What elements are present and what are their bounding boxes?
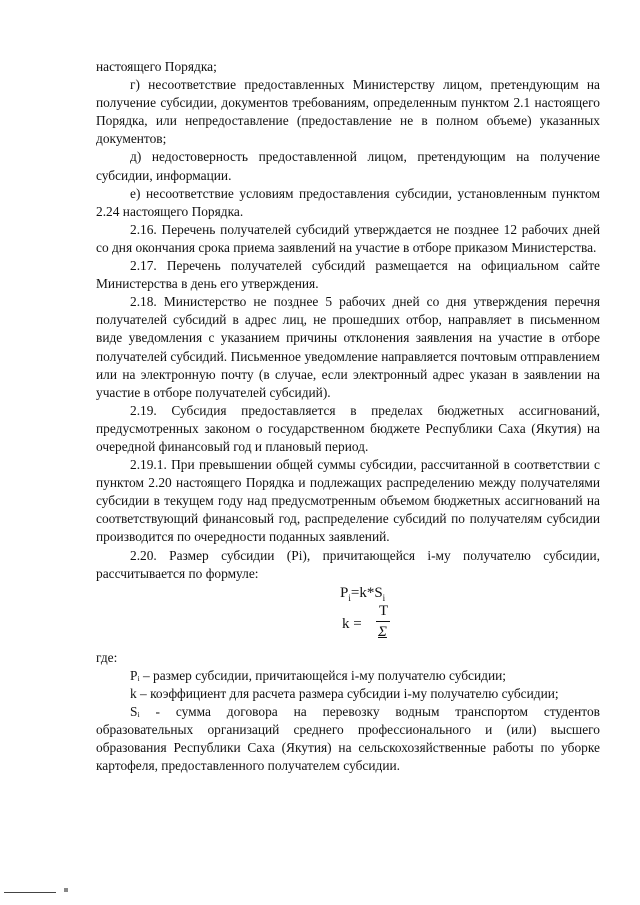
paragraph: г) несоответствие предоставленных Министерству лицом, претендующим на получение субсидии, документов требованиям, определенным пунктом 2.1 настоящего Порядка, или непредоставление (предоставление не в полном объеме) указанных документов; bbox=[96, 77, 600, 147]
formula-s-subscript: i bbox=[382, 592, 386, 603]
formula-p: P bbox=[340, 584, 349, 601]
formula-denominator: Σ bbox=[378, 623, 387, 640]
paragraph: Pᵢ – размер субсидии, причитающейся i-му получателю субсидии; bbox=[130, 667, 507, 683]
formula-k-label: k = bbox=[342, 615, 362, 632]
document-page bbox=[96, 58, 600, 775]
paragraph: 2.20. Размер субсидии (Pi), причитающейся i-му получателю субсидии, рассчитывается по формуле: bbox=[96, 547, 600, 581]
paragraph: 2.18. Министерство не позднее 5 рабочих дней со дня утверждения перечня получателей субсидий в адрес лиц, не прошедших отбор, направляет в письменном виде уведомления с указанием причины отклонения заявления на участие в отборе получателей субсидий. Письменное уведомление направляется почтовым отправлением или на электронную почту (в случае, если электронный адрес указан в заявлении на участие в отборе получателей субсидий). bbox=[96, 294, 600, 400]
formula-p-subscript: i bbox=[348, 592, 351, 603]
footer-mark bbox=[64, 888, 68, 892]
paragraph: Sᵢ - сумма договора на перевозку водным транспортом студентов образовательных организаций среднего профессионального и (или) высшего образования Республики Саха (Якутия) на сельскохозяйственные работы по уборке картофеля, предоставленного получателем субсидии. bbox=[96, 704, 600, 774]
paragraph: е) несоответствие условиям предоставления субсидии, установленным пунктом 2.24 настоящего Порядка. bbox=[96, 185, 600, 219]
paragraph: 2.17. Перечень получателей субсидий размещается на официальном сайте Министерства в день его утверждения. bbox=[96, 258, 600, 292]
paragraph: где: bbox=[96, 649, 118, 665]
paragraph: д) недостоверность предоставленной лицом, претендующим на получение субсидии, информации. bbox=[96, 149, 600, 183]
fraction-bar bbox=[376, 621, 390, 622]
paragraph: 2.16. Перечень получателей субсидий утверждается не позднее 12 рабочих дней со дня окончания срока приема заявлений на участие в отборе приказом Министерства. bbox=[96, 221, 600, 255]
footer-rule bbox=[4, 892, 56, 893]
body-top bbox=[96, 58, 600, 583]
paragraph: k – коэффициент для расчета размера субсидии i-му получателю субсидии; bbox=[130, 685, 559, 701]
paragraph: 2.19.1. При превышении общей суммы субсидии, рассчитанной в соответствии с пунктом 2.20 настоящего Порядка и подлежащих распределению между получателями субсидии в текущем году над предусмотренным объемом бюджетных ассигнований на соответствующий финансовый год, распределение субсидий по получателям субсидии производится по очередности поданных заявлений. bbox=[96, 457, 600, 545]
body-bottom bbox=[96, 649, 600, 776]
formula-numerator: T bbox=[379, 602, 389, 619]
formula-line-k bbox=[336, 602, 416, 646]
paragraph: 2.19. Субсидия предоставляется в пределах бюджетных ассигнований, предусмотренных законом о государственном бюджете Республики Саха (Якутия) на очередной финансовый год и плановый период. bbox=[96, 402, 600, 454]
paragraph: настоящего Порядка; bbox=[96, 59, 217, 74]
formula-mid: =k*S bbox=[350, 584, 383, 601]
subsidy-formula bbox=[96, 584, 600, 646]
